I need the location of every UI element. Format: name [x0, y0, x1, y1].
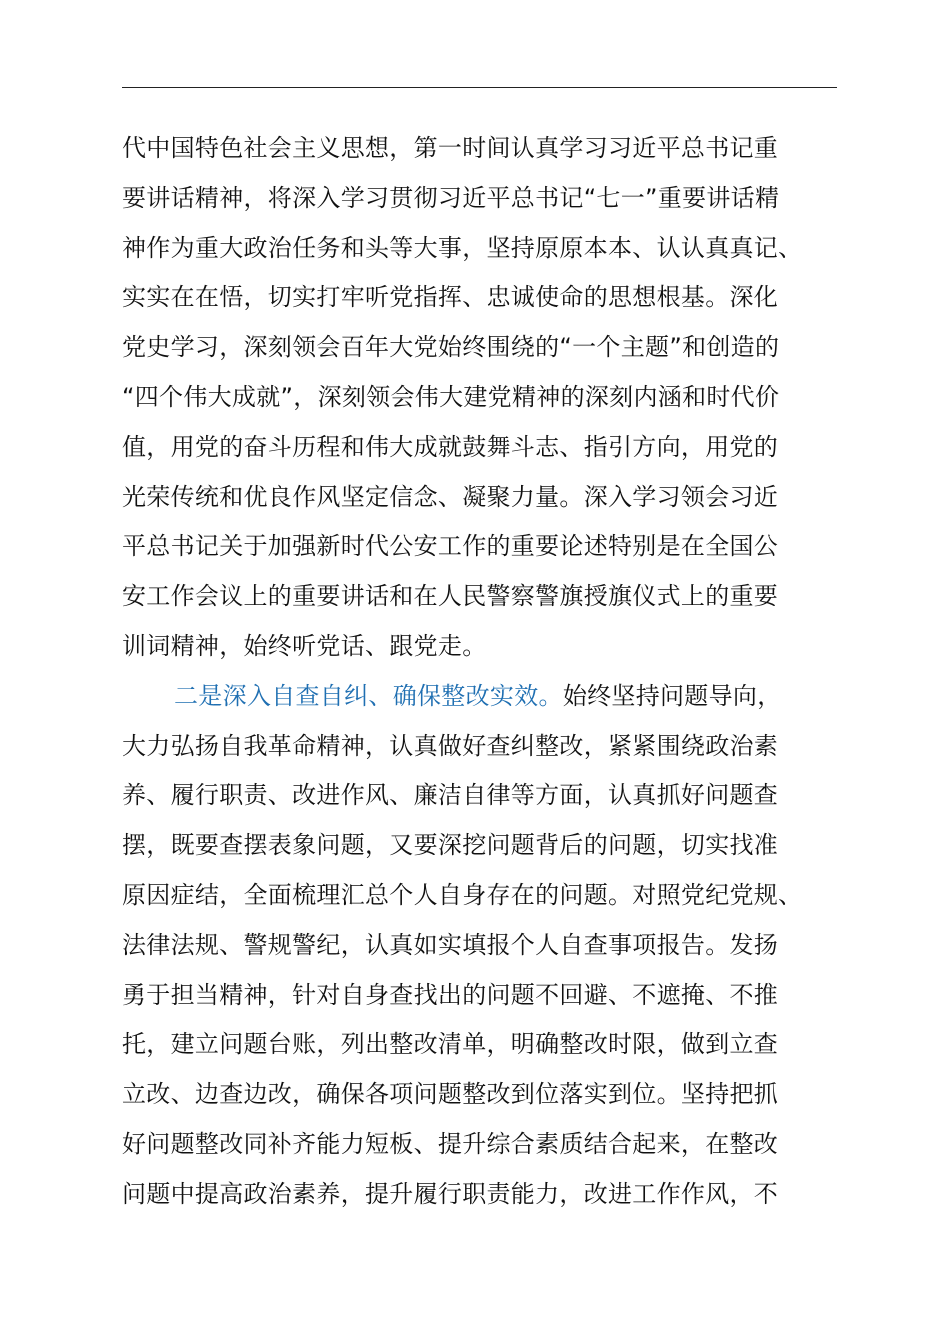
- document-body: [122, 124, 847, 1220]
- section-heading: 二是深入自查自纠、确保整改实效。: [174, 681, 563, 710]
- text-line: 养、履行职责、改进作风、廉洁自律等方面，认真抓好问题查: [122, 781, 779, 810]
- text-line: 光荣传统和优良作风坚定信念、凝聚力量。深入学习领会习近: [122, 482, 779, 511]
- text-line: 实实在在悟，切实打牢听党指挥、忠诚使命的思想根基。深化: [122, 283, 779, 312]
- text-line: 平总书记关于加强新时代公安工作的重要论述特别是在全国公: [122, 532, 779, 561]
- text-line: 托，建立问题台账，列出整改清单，明确整改时限，做到立查: [122, 1030, 779, 1059]
- text-line: 要讲话精神，将深入学习贯彻习近平总书记“七一”重要讲话精: [122, 183, 780, 212]
- text-line: 好问题整改同补齐能力短板、提升综合素质结合起来，在整改: [122, 1129, 779, 1158]
- text-line: “四个伟大成就”，深刻领会伟大建党精神的深刻内涵和时代价: [122, 382, 780, 411]
- header-rule: [122, 87, 837, 88]
- text-line: 安工作会议上的重要讲话和在人民警察警旗授旗仪式上的重要: [122, 582, 779, 611]
- text-line: 立改、边查边改，确保各项问题整改到位落实到位。坚持把抓: [122, 1080, 779, 1109]
- paragraph-first-line: [122, 672, 847, 722]
- text-line: 代中国特色社会主义思想，第一时间认真学习习近平总书记重: [122, 134, 779, 162]
- text-line: 神作为重大政治任务和头等大事，坚持原原本本、认认真真记、: [122, 233, 803, 262]
- text-line: 值，用党的奋斗历程和伟大成就鼓舞斗志、指引方向，用党的: [122, 432, 779, 461]
- text-line: 训词精神，始终听党话、跟党走。: [122, 631, 487, 660]
- text-line: 法律法规、警规警纪，认真如实填报个人自查事项报告。发扬: [122, 930, 779, 959]
- paragraph-1: [122, 124, 847, 672]
- text-line: 勇于担当精神，针对自身查找出的问题不回避、不遮掩、不推: [122, 980, 779, 1009]
- text-line: 党史学习，深刻领会百年大党始终围绕的“一个主题”和创造的: [122, 333, 780, 362]
- paragraph-2: [122, 672, 847, 1220]
- text-line: 问题中提高政治素养，提升履行职责能力，改进工作作风，不: [122, 1179, 779, 1208]
- text-line: 大力弘扬自我革命精神，认真做好查纠整改，紧紧围绕政治素: [122, 731, 779, 760]
- text-line: 摆，既要查摆表象问题，又要深挖问题背后的问题，切实找准: [122, 831, 779, 860]
- text-line: 原因症结，全面梳理汇总个人自身存在的问题。对照党纪党规、: [122, 880, 803, 909]
- heading-line-rest: 始终坚持问题导向，: [562, 681, 782, 710]
